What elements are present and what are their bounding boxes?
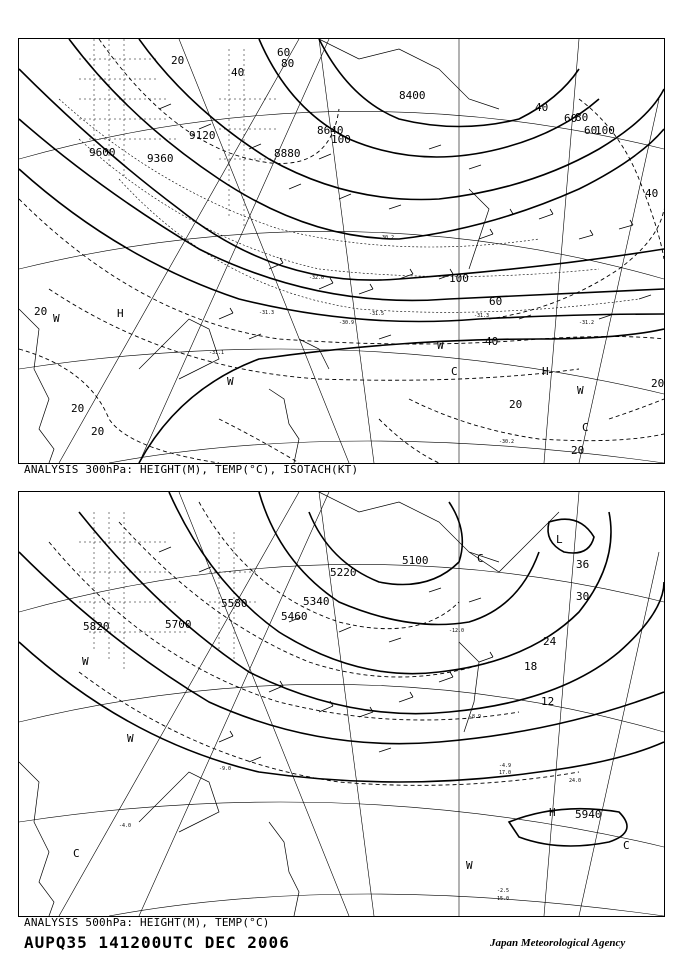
caption-300hpa: ANALYSIS 300hPa: HEIGHT(M), TEMP(°C), ISOTACH(KT) xyxy=(24,463,359,476)
station-value: -2.5 xyxy=(497,888,510,894)
isotach-label: 20 xyxy=(509,398,523,411)
center-label: H xyxy=(117,307,124,320)
height-label: 5580 xyxy=(221,597,248,610)
isotach-label: 80 xyxy=(281,57,295,70)
center-label: W xyxy=(227,375,234,388)
height-label: 8640 xyxy=(317,124,344,137)
isotach-label: 40 xyxy=(535,101,549,114)
height-contours xyxy=(19,492,664,846)
isotach-contours xyxy=(19,39,664,463)
center-label: H xyxy=(542,365,549,378)
agency-credit: Japan Meteorological Agency xyxy=(490,937,626,949)
isotach-label: 20 xyxy=(91,425,105,438)
isotach-label: 100 xyxy=(449,272,469,285)
station-value: -31.5 xyxy=(369,311,385,317)
grid-hatch xyxy=(79,512,259,672)
temp-label: 12 xyxy=(541,695,555,708)
analysis-300hpa-map xyxy=(18,38,665,464)
isotach-labels xyxy=(34,46,664,457)
isotach-label: 60 xyxy=(584,124,598,137)
height-contours xyxy=(19,39,664,463)
station-value: 15.0 xyxy=(497,896,510,902)
center-label: W xyxy=(53,312,60,325)
pressure-centers xyxy=(53,307,589,434)
height-label: 5220 xyxy=(330,566,357,579)
height-label: 5100 xyxy=(402,554,429,567)
isotach-label: 100 xyxy=(595,124,615,137)
isotach-label: 40 xyxy=(485,335,499,348)
center-label: C xyxy=(451,365,458,378)
height-label: 5940 xyxy=(575,808,602,821)
station-value: -4.9 xyxy=(499,763,512,769)
isotach-label: 20 xyxy=(171,54,185,67)
height-label: 5460 xyxy=(281,610,308,623)
center-label: L xyxy=(556,533,563,546)
isotach-label: 60 xyxy=(564,112,578,125)
station-plots xyxy=(119,628,581,902)
caption-500hpa: ANALYSIS 500hPa: HEIGHT(M), TEMP(°C) xyxy=(24,916,270,929)
wind-barbs xyxy=(159,104,651,339)
station-value: -8.9 xyxy=(469,714,482,720)
station-value: -12.0 xyxy=(449,628,465,634)
isotach-label: 60 xyxy=(489,295,503,308)
height-label: 9600 xyxy=(89,146,116,159)
isotach-label: 80 xyxy=(575,111,589,124)
center-label: C xyxy=(73,847,80,860)
isotach-label: 20 xyxy=(651,377,664,390)
isotherm-contours xyxy=(59,99,639,312)
height-label: 9120 xyxy=(189,129,216,142)
station-value: -31.3 xyxy=(259,310,275,316)
height-label: 5340 xyxy=(303,595,330,608)
temp-label: 18 xyxy=(524,660,538,673)
height-label: 5700 xyxy=(165,618,192,631)
station-value: 17.0 xyxy=(499,770,512,776)
isotach-label: 20 xyxy=(71,402,85,415)
center-label: H xyxy=(549,806,556,819)
station-value: -31.1 xyxy=(209,350,225,356)
isotach-label: 40 xyxy=(645,187,659,200)
station-value: -30.9 xyxy=(339,320,355,326)
center-label: W xyxy=(466,859,473,872)
grid-hatch xyxy=(79,39,279,229)
station-value: -32.0 xyxy=(309,275,325,281)
center-label: W xyxy=(82,655,89,668)
isotach-label: 60 xyxy=(277,46,291,59)
height-label: 8400 xyxy=(399,89,426,102)
height-label: 9360 xyxy=(147,152,174,165)
station-value: -30.2 xyxy=(379,235,395,241)
center-label: W xyxy=(127,732,134,745)
center-label: W xyxy=(577,384,584,397)
temp-label: 36 xyxy=(576,558,590,571)
analysis-500hpa-map xyxy=(18,491,665,917)
height-label: 8880 xyxy=(274,147,301,160)
map-300hpa-svg xyxy=(19,39,664,463)
station-value: -30.2 xyxy=(499,439,515,445)
latlon-grid xyxy=(19,39,664,463)
center-label: C xyxy=(623,839,630,852)
center-label: C xyxy=(582,421,589,434)
isotach-label: 20 xyxy=(571,444,585,457)
height-label: 5820 xyxy=(83,620,110,633)
temp-labels xyxy=(524,558,589,708)
height-labels xyxy=(89,89,426,165)
product-id-timestamp: AUPQ35 141200UTC DEC 2006 xyxy=(24,933,290,952)
station-value: -31.2 xyxy=(579,320,595,326)
isotach-label: 20 xyxy=(34,305,48,318)
center-label: W xyxy=(437,339,444,352)
station-value: -4.0 xyxy=(119,823,132,829)
station-value: 24.0 xyxy=(569,778,582,784)
station-value: -9.0 xyxy=(219,766,232,772)
temp-label: 30 xyxy=(576,590,590,603)
center-label: C xyxy=(477,552,484,565)
map-500hpa-svg xyxy=(19,492,664,916)
temp-label: 24 xyxy=(543,635,557,648)
station-value: -31.3 xyxy=(474,313,490,319)
wind-barbs xyxy=(159,547,493,762)
isotach-label: 40 xyxy=(231,66,245,79)
isotach-label: 100 xyxy=(331,133,351,146)
